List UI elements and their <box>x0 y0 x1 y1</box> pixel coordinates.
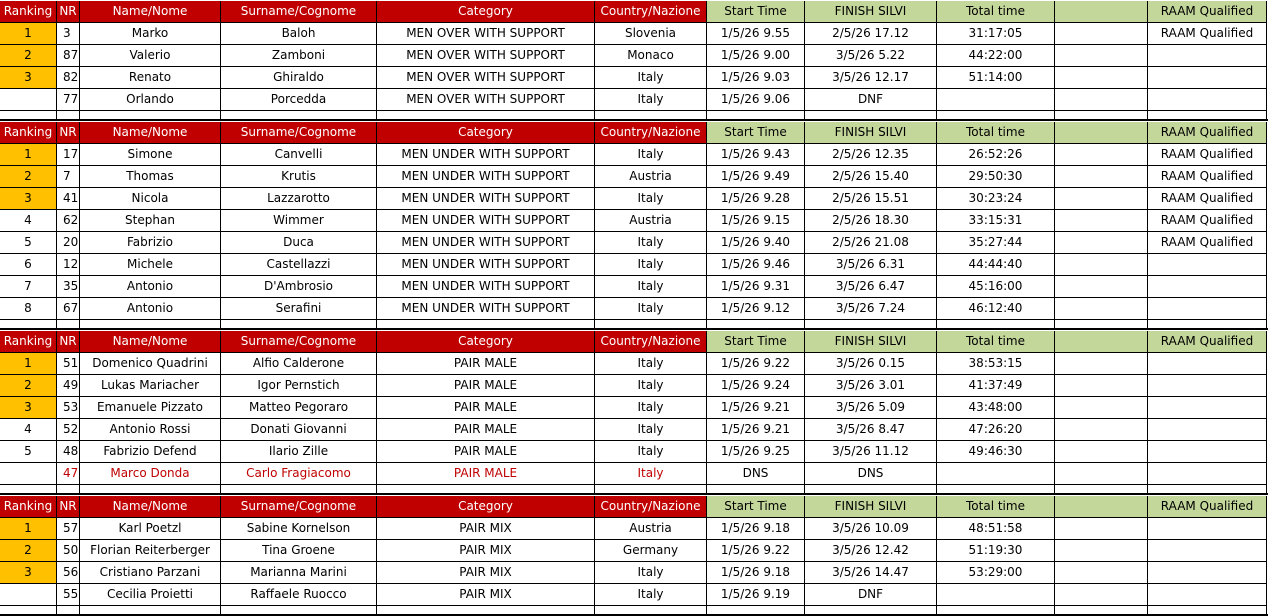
cell-country[interactable]: Italy <box>595 254 707 276</box>
cell-nr[interactable]: 52 <box>57 419 80 441</box>
cell-ranking[interactable]: 6 <box>0 254 57 276</box>
cell-ranking[interactable]: 3 <box>0 188 57 210</box>
cell-ranking[interactable] <box>0 584 57 606</box>
cell-nr[interactable]: 35 <box>57 276 80 298</box>
header-category[interactable]: Category <box>377 496 595 518</box>
cell-blank[interactable] <box>1055 518 1148 540</box>
cell-qualified[interactable]: RAAM Qualified <box>1148 166 1267 188</box>
cell-qualified[interactable]: RAAM Qualified <box>1148 232 1267 254</box>
cell-blank[interactable] <box>1055 540 1148 562</box>
cell-nr[interactable]: 50 <box>57 540 80 562</box>
header-total[interactable]: Total time <box>937 122 1055 144</box>
cell-qualified[interactable] <box>1148 276 1267 298</box>
cell-total[interactable] <box>937 89 1055 111</box>
cell-ranking[interactable]: 1 <box>0 353 57 375</box>
cell-surname[interactable]: Matteo Pegoraro <box>221 397 377 419</box>
cell-start[interactable]: 1/5/26 9.00 <box>707 45 805 67</box>
header-surname[interactable]: Surname/Cognome <box>221 331 377 353</box>
cell-category[interactable]: MEN UNDER WITH SUPPORT <box>377 144 595 166</box>
cell-start[interactable]: 1/5/26 9.22 <box>707 353 805 375</box>
cell-blank[interactable] <box>1055 232 1148 254</box>
cell-blank[interactable] <box>1055 397 1148 419</box>
cell-surname[interactable]: Carlo Fragiacomo <box>221 463 377 485</box>
cell-surname[interactable]: D'Ambrosio <box>221 276 377 298</box>
cell-start[interactable]: 1/5/26 9.40 <box>707 232 805 254</box>
cell-country[interactable]: Austria <box>595 166 707 188</box>
cell-qualified[interactable]: RAAM Qualified <box>1148 188 1267 210</box>
cell-country[interactable]: Monaco <box>595 45 707 67</box>
header-finish[interactable]: FINISH SILVI <box>805 122 937 144</box>
cell-qualified[interactable] <box>1148 463 1267 485</box>
cell-nr[interactable]: 87 <box>57 45 80 67</box>
cell-nr[interactable]: 77 <box>57 89 80 111</box>
cell-ranking[interactable]: 2 <box>0 375 57 397</box>
cell-total[interactable]: 47:26:20 <box>937 419 1055 441</box>
cell-category[interactable]: PAIR MIX <box>377 562 595 584</box>
header-blank[interactable] <box>1055 496 1148 518</box>
cell-total[interactable]: 48:51:58 <box>937 518 1055 540</box>
cell-ranking[interactable] <box>0 89 57 111</box>
cell-surname[interactable]: Alfio Calderone <box>221 353 377 375</box>
cell-qualified[interactable] <box>1148 397 1267 419</box>
cell-nr[interactable]: 3 <box>57 23 80 45</box>
cell-qualified[interactable] <box>1148 254 1267 276</box>
header-finish[interactable]: FINISH SILVI <box>805 331 937 353</box>
cell-ranking[interactable]: 3 <box>0 397 57 419</box>
cell-total[interactable] <box>937 584 1055 606</box>
cell-ranking[interactable]: 8 <box>0 298 57 320</box>
header-total[interactable]: Total time <box>937 331 1055 353</box>
cell-qualified[interactable] <box>1148 353 1267 375</box>
cell-total[interactable]: 31:17:05 <box>937 23 1055 45</box>
section-divider <box>0 328 1268 330</box>
cell-surname[interactable]: Donati Giovanni <box>221 419 377 441</box>
cell-category[interactable]: PAIR MIX <box>377 518 595 540</box>
header-qualified[interactable]: RAAM Qualified <box>1148 331 1267 353</box>
cell-name[interactable]: Michele <box>80 254 221 276</box>
cell-surname[interactable]: Igor Pernstich <box>221 375 377 397</box>
cell-category[interactable]: PAIR MALE <box>377 375 595 397</box>
cell-qualified[interactable] <box>1148 584 1267 606</box>
cell-qualified[interactable] <box>1148 375 1267 397</box>
cell-finish[interactable]: 2/5/26 17.12 <box>805 23 937 45</box>
cell-blank[interactable] <box>1055 45 1148 67</box>
cell-category[interactable]: PAIR MIX <box>377 584 595 606</box>
cell-ranking[interactable]: 5 <box>0 441 57 463</box>
cell-country[interactable]: Italy <box>595 463 707 485</box>
header-nr[interactable]: NR <box>57 122 80 144</box>
cell-surname[interactable]: Porcedda <box>221 89 377 111</box>
cell-blank[interactable] <box>1055 276 1148 298</box>
cell-start[interactable]: 1/5/26 9.24 <box>707 375 805 397</box>
cell-total[interactable]: 26:52:26 <box>937 144 1055 166</box>
cell-category[interactable]: PAIR MALE <box>377 419 595 441</box>
cell-ranking[interactable]: 2 <box>0 166 57 188</box>
cell-name[interactable]: Cecilia Proietti <box>80 584 221 606</box>
cell-category[interactable]: MEN OVER WITH SUPPORT <box>377 67 595 89</box>
cell-country[interactable]: Italy <box>595 584 707 606</box>
cell-name[interactable]: Domenico Quadrini <box>80 353 221 375</box>
cell-finish[interactable]: 2/5/26 15.40 <box>805 166 937 188</box>
cell-ranking[interactable]: 4 <box>0 210 57 232</box>
cell-blank[interactable] <box>1055 67 1148 89</box>
cell-ranking[interactable]: 2 <box>0 45 57 67</box>
cell-country[interactable]: Italy <box>595 276 707 298</box>
header-total[interactable]: Total time <box>937 496 1055 518</box>
header-category[interactable]: Category <box>377 122 595 144</box>
header-qualified[interactable]: RAAM Qualified <box>1148 122 1267 144</box>
cell-total[interactable]: 43:48:00 <box>937 397 1055 419</box>
cell-qualified[interactable]: RAAM Qualified <box>1148 23 1267 45</box>
cell-finish[interactable]: 3/5/26 14.47 <box>805 562 937 584</box>
cell-finish[interactable]: 2/5/26 21.08 <box>805 232 937 254</box>
header-ranking[interactable]: Ranking <box>0 1 57 23</box>
cell-finish[interactable]: 3/5/26 5.22 <box>805 45 937 67</box>
cell-finish[interactable]: 3/5/26 12.17 <box>805 67 937 89</box>
cell-category[interactable]: MEN UNDER WITH SUPPORT <box>377 232 595 254</box>
cell-name[interactable]: Cristiano Parzani <box>80 562 221 584</box>
cell-qualified[interactable] <box>1148 441 1267 463</box>
cell-total[interactable] <box>937 463 1055 485</box>
cell-ranking[interactable]: 1 <box>0 518 57 540</box>
cell-name[interactable]: Orlando <box>80 89 221 111</box>
header-finish[interactable]: FINISH SILVI <box>805 1 937 23</box>
cell-name[interactable]: Marko <box>80 23 221 45</box>
cell-qualified[interactable] <box>1148 45 1267 67</box>
cell-category[interactable]: PAIR MIX <box>377 540 595 562</box>
cell-nr[interactable]: 17 <box>57 144 80 166</box>
cell-total[interactable]: 33:15:31 <box>937 210 1055 232</box>
cell-blank[interactable] <box>1055 584 1148 606</box>
header-blank[interactable] <box>1055 122 1148 144</box>
header-country[interactable]: Country/Nazione <box>595 496 707 518</box>
cell-category[interactable]: MEN UNDER WITH SUPPORT <box>377 188 595 210</box>
cell-ranking[interactable]: 5 <box>0 232 57 254</box>
section-divider <box>0 119 1268 121</box>
cell-surname[interactable]: Wimmer <box>221 210 377 232</box>
cell-finish[interactable]: DNF <box>805 584 937 606</box>
cell-blank[interactable] <box>1055 210 1148 232</box>
header-country[interactable]: Country/Nazione <box>595 331 707 353</box>
cell-qualified[interactable] <box>1148 67 1267 89</box>
cell-blank[interactable] <box>1055 144 1148 166</box>
cell-qualified[interactable] <box>1148 89 1267 111</box>
cell-blank[interactable] <box>1055 298 1148 320</box>
cell-country[interactable]: Italy <box>595 188 707 210</box>
cell-start[interactable]: 1/5/26 9.46 <box>707 254 805 276</box>
cell-finish[interactable]: DNF <box>805 89 937 111</box>
cell-category[interactable]: MEN OVER WITH SUPPORT <box>377 45 595 67</box>
cell-finish[interactable]: 3/5/26 8.47 <box>805 419 937 441</box>
cell-finish[interactable]: 3/5/26 11.12 <box>805 441 937 463</box>
cell-finish[interactable]: 3/5/26 6.31 <box>805 254 937 276</box>
cell-finish[interactable]: 3/5/26 0.15 <box>805 353 937 375</box>
cell-country[interactable]: Italy <box>595 562 707 584</box>
cell-country[interactable]: Slovenia <box>595 23 707 45</box>
cell-start[interactable]: 1/5/26 9.49 <box>707 166 805 188</box>
cell-name[interactable]: Florian Reiterberger <box>80 540 221 562</box>
cell-ranking[interactable]: 4 <box>0 419 57 441</box>
cell-total[interactable]: 35:27:44 <box>937 232 1055 254</box>
cell-qualified[interactable] <box>1148 540 1267 562</box>
cell-surname[interactable]: Sabine Kornelson <box>221 518 377 540</box>
cell-nr[interactable]: 12 <box>57 254 80 276</box>
cell-category[interactable]: MEN UNDER WITH SUPPORT <box>377 166 595 188</box>
cell-category[interactable]: MEN UNDER WITH SUPPORT <box>377 298 595 320</box>
cell-nr[interactable]: 20 <box>57 232 80 254</box>
cell-name[interactable]: Thomas <box>80 166 221 188</box>
cell-country[interactable]: Italy <box>595 441 707 463</box>
cell-finish[interactable]: DNS <box>805 463 937 485</box>
cell-qualified[interactable] <box>1148 562 1267 584</box>
cell-name[interactable]: Antonio <box>80 298 221 320</box>
cell-surname[interactable]: Lazzarotto <box>221 188 377 210</box>
cell-start[interactable]: 1/5/26 9.55 <box>707 23 805 45</box>
cell-surname[interactable]: Castellazzi <box>221 254 377 276</box>
cell-qualified[interactable] <box>1148 518 1267 540</box>
header-surname[interactable]: Surname/Cognome <box>221 1 377 23</box>
header-start[interactable]: Start Time <box>707 1 805 23</box>
header-category[interactable]: Category <box>377 331 595 353</box>
cell-blank[interactable] <box>1055 166 1148 188</box>
cell-category[interactable]: MEN UNDER WITH SUPPORT <box>377 210 595 232</box>
cell-total[interactable]: 44:22:00 <box>937 45 1055 67</box>
cell-category[interactable]: PAIR MALE <box>377 397 595 419</box>
header-total[interactable]: Total time <box>937 1 1055 23</box>
cell-qualified[interactable]: RAAM Qualified <box>1148 144 1267 166</box>
header-qualified[interactable]: RAAM Qualified <box>1148 1 1267 23</box>
cell-finish[interactable]: 2/5/26 15.51 <box>805 188 937 210</box>
cell-total[interactable]: 51:19:30 <box>937 540 1055 562</box>
cell-surname[interactable]: Ghiraldo <box>221 67 377 89</box>
header-nr[interactable]: NR <box>57 496 80 518</box>
cell-total[interactable]: 41:37:49 <box>937 375 1055 397</box>
cell-nr[interactable]: 51 <box>57 353 80 375</box>
cell-surname[interactable]: Ilario Zille <box>221 441 377 463</box>
cell-surname[interactable]: Raffaele Ruocco <box>221 584 377 606</box>
cell-total[interactable]: 45:16:00 <box>937 276 1055 298</box>
cell-start[interactable]: 1/5/26 9.12 <box>707 298 805 320</box>
cell-nr[interactable]: 7 <box>57 166 80 188</box>
cell-blank[interactable] <box>1055 562 1148 584</box>
cell-nr[interactable]: 82 <box>57 67 80 89</box>
cell-finish[interactable]: 2/5/26 12.35 <box>805 144 937 166</box>
cell-finish[interactable]: 3/5/26 3.01 <box>805 375 937 397</box>
cell-category[interactable]: PAIR MALE <box>377 353 595 375</box>
header-ranking[interactable]: Ranking <box>0 496 57 518</box>
cell-start[interactable]: 1/5/26 9.43 <box>707 144 805 166</box>
cell-name[interactable]: Stephan <box>80 210 221 232</box>
cell-nr[interactable]: 49 <box>57 375 80 397</box>
cell-nr[interactable]: 56 <box>57 562 80 584</box>
cell-country[interactable]: Germany <box>595 540 707 562</box>
cell-qualified[interactable] <box>1148 419 1267 441</box>
cell-name[interactable]: Valerio <box>80 45 221 67</box>
cell-name[interactable]: Fabrizio <box>80 232 221 254</box>
cell-finish[interactable]: 3/5/26 10.09 <box>805 518 937 540</box>
cell-start[interactable]: 1/5/26 9.06 <box>707 89 805 111</box>
cell-country[interactable]: Italy <box>595 232 707 254</box>
cell-blank[interactable] <box>1055 353 1148 375</box>
cell-category[interactable]: MEN OVER WITH SUPPORT <box>377 23 595 45</box>
header-name[interactable]: Name/Nome <box>80 1 221 23</box>
cell-country[interactable]: Italy <box>595 298 707 320</box>
cell-start[interactable]: 1/5/26 9.28 <box>707 188 805 210</box>
cell-name[interactable]: Fabrizio Defend <box>80 441 221 463</box>
cell-total[interactable]: 29:50:30 <box>937 166 1055 188</box>
cell-qualified[interactable] <box>1148 298 1267 320</box>
cell-nr[interactable]: 41 <box>57 188 80 210</box>
header-blank[interactable] <box>1055 1 1148 23</box>
cell-name[interactable]: Renato <box>80 67 221 89</box>
cell-ranking[interactable]: 3 <box>0 67 57 89</box>
cell-ranking[interactable]: 2 <box>0 540 57 562</box>
cell-blank[interactable] <box>1055 23 1148 45</box>
cell-start[interactable]: 1/5/26 9.19 <box>707 584 805 606</box>
header-ranking[interactable]: Ranking <box>0 331 57 353</box>
cell-blank[interactable] <box>1055 188 1148 210</box>
cell-start[interactable]: 1/5/26 9.21 <box>707 419 805 441</box>
cell-category[interactable]: PAIR MALE <box>377 463 595 485</box>
cell-finish[interactable]: 3/5/26 6.47 <box>805 276 937 298</box>
cell-total[interactable]: 51:14:00 <box>937 67 1055 89</box>
cell-ranking[interactable]: 3 <box>0 562 57 584</box>
header-name[interactable]: Name/Nome <box>80 122 221 144</box>
cell-blank[interactable] <box>1055 89 1148 111</box>
cell-finish[interactable]: 3/5/26 12.42 <box>805 540 937 562</box>
cell-nr[interactable]: 57 <box>57 518 80 540</box>
cell-name[interactable]: Nicola <box>80 188 221 210</box>
cell-nr[interactable]: 55 <box>57 584 80 606</box>
cell-blank[interactable] <box>1055 441 1148 463</box>
cell-name[interactable]: Emanuele Pizzato <box>80 397 221 419</box>
cell-nr[interactable]: 48 <box>57 441 80 463</box>
cell-qualified[interactable]: RAAM Qualified <box>1148 210 1267 232</box>
cell-blank[interactable] <box>1055 419 1148 441</box>
cell-name[interactable]: Lukas Mariacher <box>80 375 221 397</box>
header-blank[interactable] <box>1055 331 1148 353</box>
header-qualified[interactable]: RAAM Qualified <box>1148 496 1267 518</box>
cell-country[interactable]: Italy <box>595 89 707 111</box>
cell-start[interactable]: 1/5/26 9.18 <box>707 562 805 584</box>
cell-start[interactable]: 1/5/26 9.03 <box>707 67 805 89</box>
header-country[interactable]: Country/Nazione <box>595 122 707 144</box>
header-nr[interactable]: NR <box>57 1 80 23</box>
header-finish[interactable]: FINISH SILVI <box>805 496 937 518</box>
cell-surname[interactable]: Canvelli <box>221 144 377 166</box>
cell-ranking[interactable]: 1 <box>0 23 57 45</box>
cell-country[interactable]: Italy <box>595 353 707 375</box>
cell-start[interactable]: 1/5/26 9.21 <box>707 397 805 419</box>
cell-finish[interactable]: 3/5/26 7.24 <box>805 298 937 320</box>
cell-surname[interactable]: Duca <box>221 232 377 254</box>
header-name[interactable]: Name/Nome <box>80 331 221 353</box>
cell-name[interactable]: Antonio Rossi <box>80 419 221 441</box>
cell-nr[interactable]: 47 <box>57 463 80 485</box>
header-country[interactable]: Country/Nazione <box>595 1 707 23</box>
cell-total[interactable]: 53:29:00 <box>937 562 1055 584</box>
cell-start[interactable]: 1/5/26 9.31 <box>707 276 805 298</box>
cell-ranking[interactable] <box>0 463 57 485</box>
header-start[interactable]: Start Time <box>707 496 805 518</box>
cell-category[interactable]: MEN UNDER WITH SUPPORT <box>377 276 595 298</box>
section-divider <box>0 493 1268 495</box>
cell-nr[interactable]: 53 <box>57 397 80 419</box>
cell-blank[interactable] <box>1055 375 1148 397</box>
cell-ranking[interactable]: 7 <box>0 276 57 298</box>
cell-surname[interactable]: Tina Groene <box>221 540 377 562</box>
cell-country[interactable]: Italy <box>595 144 707 166</box>
cell-country[interactable]: Italy <box>595 397 707 419</box>
cell-blank[interactable] <box>1055 254 1148 276</box>
header-surname[interactable]: Surname/Cognome <box>221 122 377 144</box>
cell-category[interactable]: PAIR MALE <box>377 441 595 463</box>
header-start[interactable]: Start Time <box>707 122 805 144</box>
header-nr[interactable]: NR <box>57 331 80 353</box>
cell-blank[interactable] <box>1055 463 1148 485</box>
cell-start[interactable]: 1/5/26 9.15 <box>707 210 805 232</box>
cell-surname[interactable]: Serafini <box>221 298 377 320</box>
cell-name[interactable]: Simone <box>80 144 221 166</box>
header-category[interactable]: Category <box>377 1 595 23</box>
cell-country[interactable]: Italy <box>595 67 707 89</box>
cell-start[interactable]: 1/5/26 9.25 <box>707 441 805 463</box>
cell-finish[interactable]: 2/5/26 18.30 <box>805 210 937 232</box>
cell-surname[interactable]: Marianna Marini <box>221 562 377 584</box>
header-name[interactable]: Name/Nome <box>80 496 221 518</box>
cell-name[interactable]: Karl Poetzl <box>80 518 221 540</box>
cell-nr[interactable]: 67 <box>57 298 80 320</box>
header-ranking[interactable]: Ranking <box>0 122 57 144</box>
cell-total[interactable]: 44:44:40 <box>937 254 1055 276</box>
cell-nr[interactable]: 62 <box>57 210 80 232</box>
cell-total[interactable]: 46:12:40 <box>937 298 1055 320</box>
cell-country[interactable]: Italy <box>595 419 707 441</box>
cell-name[interactable]: Antonio <box>80 276 221 298</box>
cell-country[interactable]: Italy <box>595 375 707 397</box>
cell-name[interactable]: Marco Donda <box>80 463 221 485</box>
cell-total[interactable]: 49:46:30 <box>937 441 1055 463</box>
cell-start[interactable]: 1/5/26 9.18 <box>707 518 805 540</box>
cell-category[interactable]: MEN UNDER WITH SUPPORT <box>377 254 595 276</box>
cell-total[interactable]: 30:23:24 <box>937 188 1055 210</box>
cell-surname[interactable]: Zamboni <box>221 45 377 67</box>
cell-category[interactable]: MEN OVER WITH SUPPORT <box>377 89 595 111</box>
header-surname[interactable]: Surname/Cognome <box>221 496 377 518</box>
cell-start[interactable]: DNS <box>707 463 805 485</box>
cell-start[interactable]: 1/5/26 9.22 <box>707 540 805 562</box>
cell-ranking[interactable]: 1 <box>0 144 57 166</box>
cell-country[interactable]: Austria <box>595 210 707 232</box>
cell-total[interactable]: 38:53:15 <box>937 353 1055 375</box>
cell-country[interactable]: Austria <box>595 518 707 540</box>
header-start[interactable]: Start Time <box>707 331 805 353</box>
cell-finish[interactable]: 3/5/26 5.09 <box>805 397 937 419</box>
cell-surname[interactable]: Krutis <box>221 166 377 188</box>
cell-surname[interactable]: Baloh <box>221 23 377 45</box>
